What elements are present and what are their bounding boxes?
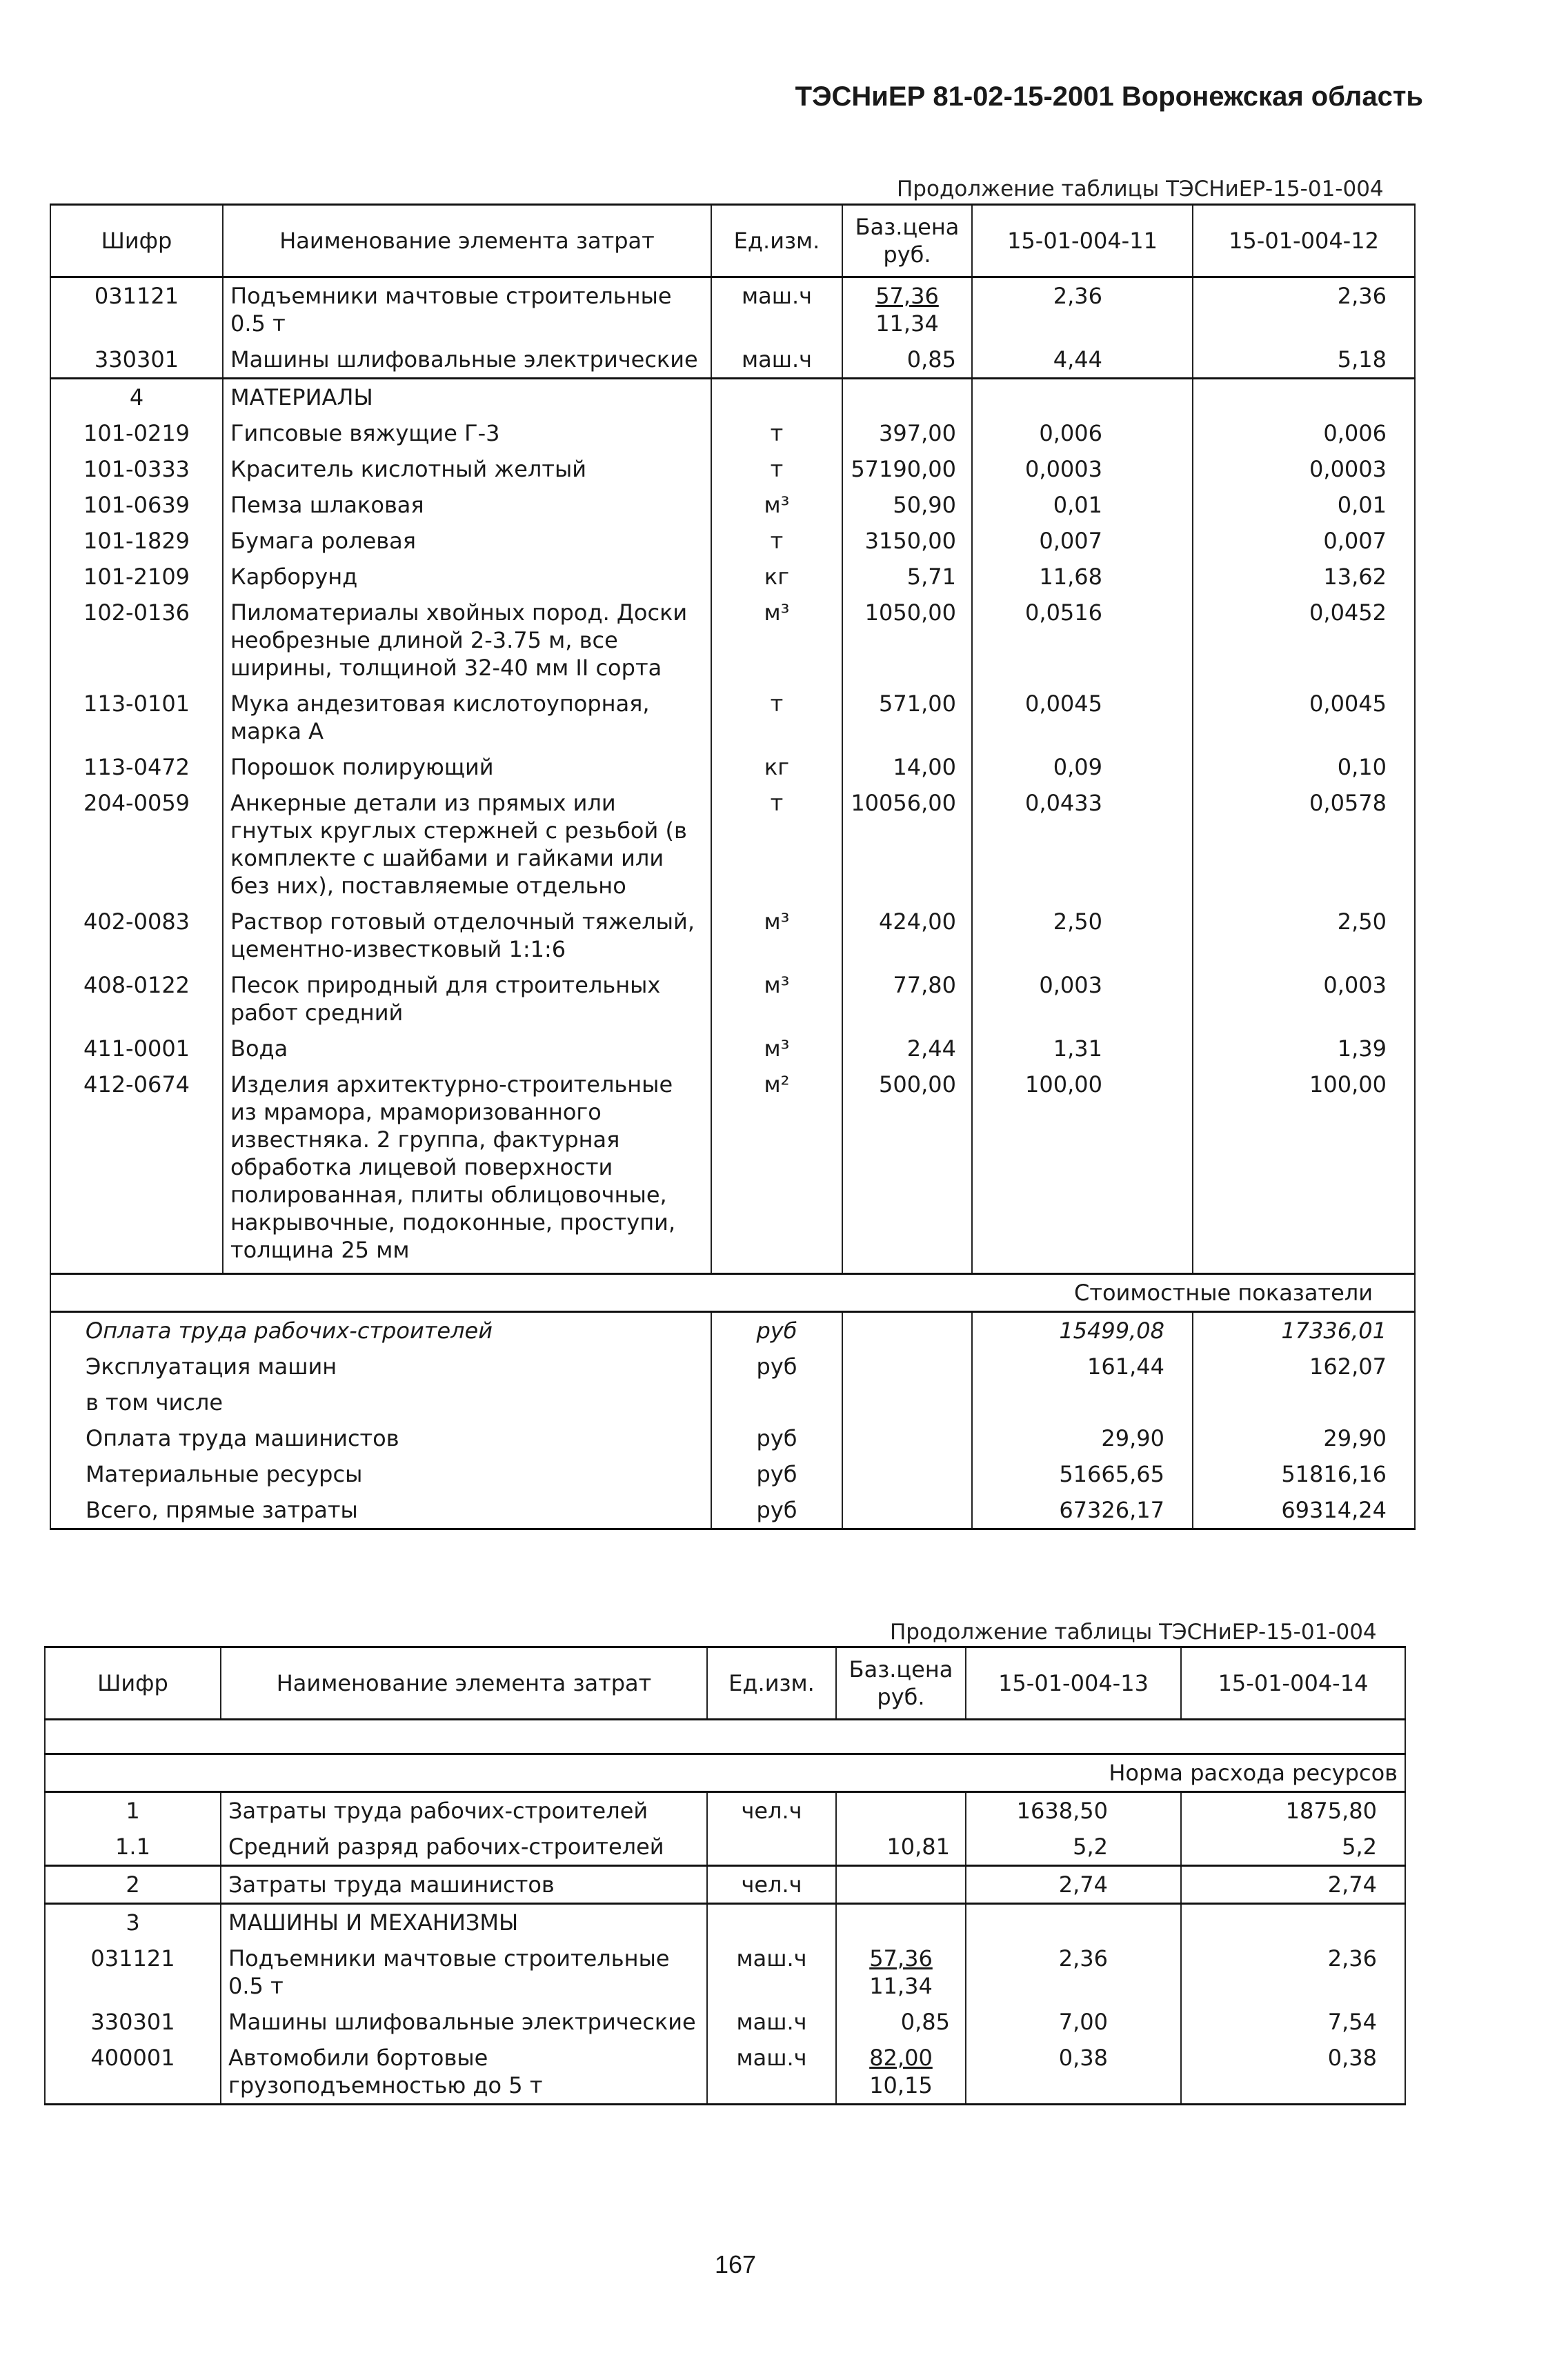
cell-code: 113-0101 xyxy=(50,686,223,749)
cell-name xyxy=(221,2004,707,2040)
cell-unit: м³ xyxy=(711,487,842,523)
cell-code: 101-0219 xyxy=(50,415,223,451)
table-row xyxy=(45,1792,1405,1829)
col-header-name: Наименование элемента затрат xyxy=(221,1647,707,1720)
section-number: 3 xyxy=(45,1904,221,1941)
cell-value-1: 2,50 xyxy=(972,904,1193,967)
table-row xyxy=(50,523,1415,559)
cost-value-1: 161,44 xyxy=(972,1349,1193,1384)
cell-name xyxy=(221,2040,707,2105)
cell-unit: т xyxy=(711,415,842,451)
cell-value-2: 1875,80 xyxy=(1181,1792,1405,1829)
cost-price-empty xyxy=(842,1384,972,1420)
cell-value-2: 0,007 xyxy=(1193,523,1415,559)
cell-code: 1 xyxy=(45,1792,221,1829)
cost-label: Материальные ресурсы xyxy=(50,1456,711,1492)
cell-unit: т xyxy=(711,785,842,904)
price-top: 82,00 xyxy=(869,2045,933,2071)
table-row xyxy=(50,451,1415,487)
table-row xyxy=(45,2004,1405,2040)
cost-label: Эксплуатация машин xyxy=(50,1349,711,1384)
cell-value-2: 100,00 xyxy=(1193,1066,1415,1273)
cell-name: Карборунд xyxy=(223,559,711,595)
cell-price: 57,36 11,34 xyxy=(842,277,972,342)
cell-value-1: 2,36 xyxy=(972,277,1193,342)
cost-unit: руб xyxy=(711,1492,842,1529)
cost-value-2: 162,07 xyxy=(1193,1349,1415,1384)
cost-row xyxy=(50,1420,1415,1456)
col-header-code: Шифр xyxy=(50,205,223,277)
col-header-price: Баз.цена руб. xyxy=(836,1647,966,1720)
cost-label: Оплата труда машинистов xyxy=(50,1420,711,1456)
cell-value-2: 0,003 xyxy=(1193,967,1415,1031)
cell-unit: маш.ч xyxy=(711,277,842,342)
cell-code: 408-0122 xyxy=(50,967,223,1031)
cell-name: Средний разряд рабочих-строителей xyxy=(221,1829,707,1866)
table-row xyxy=(45,1866,1405,1904)
cost-section-label: Стоимостные показатели xyxy=(50,1273,1415,1311)
table-row xyxy=(50,967,1415,1031)
cell-price: 1050,00 xyxy=(842,595,972,686)
cell-unit: т xyxy=(711,523,842,559)
cell-value-1: 0,0045 xyxy=(972,686,1193,749)
cell-price xyxy=(836,1866,966,1904)
cell-code: 1.1 xyxy=(45,1829,221,1866)
cell-value-2: 1,39 xyxy=(1193,1031,1415,1066)
cost-value-2: 51816,16 xyxy=(1193,1456,1415,1492)
cell-name-line: Автомобили бортовые грузоподъемностью до 5 т xyxy=(228,2045,543,2098)
cell-value-2: 0,01 xyxy=(1193,487,1415,523)
cost-label-row xyxy=(50,1273,1415,1311)
cell-value-1: 0,38 xyxy=(966,2040,1181,2105)
cell-unit: маш.ч xyxy=(711,341,842,379)
col-header-norm-2: 15-01-004-14 xyxy=(1181,1647,1405,1720)
cost-price-empty xyxy=(842,1456,972,1492)
cell-value-2: 2,74 xyxy=(1181,1866,1405,1904)
cell-unit: маш.ч xyxy=(707,2040,836,2105)
cell-value-1: 4,44 xyxy=(972,341,1193,379)
cell-value-1: 2,36 xyxy=(966,1940,1181,2004)
cost-price-empty xyxy=(842,1420,972,1456)
cell-price: 500,00 xyxy=(842,1066,972,1273)
cost-value-1: 15499,08 xyxy=(972,1311,1193,1349)
cell-value-1: 0,0516 xyxy=(972,595,1193,686)
cell-code: 412-0674 xyxy=(50,1066,223,1273)
table-row xyxy=(50,559,1415,595)
cell-name: Затраты труда машинистов xyxy=(221,1866,707,1904)
cost-unit: руб xyxy=(711,1349,842,1384)
cell-name-line: Подъемники мачтовые строительные xyxy=(228,1945,670,1972)
cell-price: 424,00 xyxy=(842,904,972,967)
cell-unit: чел.ч xyxy=(707,1866,836,1904)
cell-value-2: 0,006 xyxy=(1193,415,1415,451)
cell-name: Краситель кислотный желтый xyxy=(223,451,711,487)
cost-value-1: 67326,17 xyxy=(972,1492,1193,1529)
cell-code: 204-0059 xyxy=(50,785,223,904)
cell-price: 77,80 xyxy=(842,967,972,1031)
cell-price xyxy=(836,2004,966,2040)
table1-header-row xyxy=(50,205,1415,277)
cell-price: 0,85 xyxy=(842,341,972,379)
machines-body xyxy=(45,1940,1405,2105)
cell-name-line: 0.5 т xyxy=(228,1973,284,1999)
cell-value-2: 0,0578 xyxy=(1193,785,1415,904)
cost-price-empty xyxy=(842,1311,972,1349)
cell-code: 031121 xyxy=(50,277,223,342)
cell-name: Мука андезитовая кислотоупорная, марка А xyxy=(223,686,711,749)
cell-price: 50,90 xyxy=(842,487,972,523)
table-row xyxy=(50,487,1415,523)
cell-value-2: 13,62 xyxy=(1193,559,1415,595)
table2-header-row xyxy=(45,1647,1405,1720)
section-title: МАШИНЫ И МЕХАНИЗМЫ xyxy=(221,1904,707,1941)
costs-body xyxy=(50,1311,1415,1529)
cost-value-1: 51665,65 xyxy=(972,1456,1193,1492)
cell-price: 397,00 xyxy=(842,415,972,451)
table-row xyxy=(45,1829,1405,1866)
cell-code: 411-0001 xyxy=(50,1031,223,1066)
col-header-price: Баз.цена руб. xyxy=(842,205,972,277)
table-row xyxy=(50,785,1415,904)
cost-row xyxy=(50,1311,1415,1349)
price-bottom: 10,15 xyxy=(869,2072,933,2098)
page-number: 167 xyxy=(715,2250,757,2278)
cell-name: Гипсовые вяжущие Г-3 xyxy=(223,415,711,451)
cell-unit: м³ xyxy=(711,904,842,967)
cost-unit: руб xyxy=(711,1311,842,1349)
cell-code: 330301 xyxy=(50,341,223,379)
cell-price: 57190,00 xyxy=(842,451,972,487)
cell-code: 102-0136 xyxy=(50,595,223,686)
cost-row xyxy=(50,1349,1415,1384)
cell-price xyxy=(836,2040,966,2105)
price-bottom: 11,34 xyxy=(869,1973,933,1999)
table2-caption: Продолжение таблицы ТЭСНиЕР-15-01-004 xyxy=(890,1620,1377,1645)
col-header-name: Наименование элемента затрат xyxy=(223,205,711,277)
cost-row xyxy=(50,1492,1415,1529)
cell-price xyxy=(836,1940,966,2004)
cell-code: 101-0333 xyxy=(50,451,223,487)
cell-unit: маш.ч xyxy=(707,2004,836,2040)
table-row xyxy=(50,277,1415,342)
cell-name: Порошок полирующий xyxy=(223,749,711,785)
section-number: 4 xyxy=(50,379,223,416)
table-row xyxy=(50,686,1415,749)
col-header-norm-1: 15-01-004-13 xyxy=(966,1647,1181,1720)
cell-code: 2 xyxy=(45,1866,221,1904)
cost-row xyxy=(50,1456,1415,1492)
cell-value-1: 0,01 xyxy=(972,487,1193,523)
cell-unit: чел.ч xyxy=(707,1792,836,1829)
cell-code: 101-0639 xyxy=(50,487,223,523)
document-header-title: ТЭСНиЕР 81-02-15-2001 Воронежская область xyxy=(795,81,1423,112)
cell-unit: кг xyxy=(711,559,842,595)
col-header-unit: Ед.изм. xyxy=(707,1647,836,1720)
cost-unit xyxy=(711,1384,842,1420)
section-title: МАТЕРИАЛЫ xyxy=(223,379,711,416)
table-row xyxy=(50,904,1415,967)
cell-name: Подъемники мачтовые строительные 0.5 т xyxy=(223,277,711,342)
spacer-row xyxy=(45,1720,1405,1754)
cell-unit: кг xyxy=(711,749,842,785)
cell-value-1: 1638,50 xyxy=(966,1792,1181,1829)
cell-code: 330301 xyxy=(45,2004,221,2040)
cell-unit xyxy=(707,1829,836,1866)
cell-code: 031121 xyxy=(45,1940,221,2004)
cell-price: 10056,00 xyxy=(842,785,972,904)
cell-value-1: 11,68 xyxy=(972,559,1193,595)
section-row-machines xyxy=(45,1904,1405,1941)
cost-label: Всего, прямые затраты xyxy=(50,1492,711,1529)
cell-price: 5,71 xyxy=(842,559,972,595)
cell-value-2: 5,2 xyxy=(1181,1829,1405,1866)
cost-label: Оплата труда рабочих-строителей xyxy=(50,1311,711,1349)
cost-value-2: 17336,01 xyxy=(1193,1311,1415,1349)
table-row xyxy=(50,595,1415,686)
cost-value-1: 29,90 xyxy=(972,1420,1193,1456)
cell-code: 402-0083 xyxy=(50,904,223,967)
price-top: 57,36 xyxy=(869,1945,933,1972)
price-top: 0,85 xyxy=(900,2009,950,2035)
cell-value-1: 0,007 xyxy=(972,523,1193,559)
cost-unit: руб xyxy=(711,1456,842,1492)
cell-price xyxy=(836,1792,966,1829)
cell-value-2: 0,0452 xyxy=(1193,595,1415,686)
cell-unit: т xyxy=(711,451,842,487)
table-row xyxy=(50,1066,1415,1273)
cell-value-1: 100,00 xyxy=(972,1066,1193,1273)
cell-code: 101-1829 xyxy=(50,523,223,559)
cell-value-2: 0,0045 xyxy=(1193,686,1415,749)
cell-value-2: 0,10 xyxy=(1193,749,1415,785)
materials-body xyxy=(50,415,1415,1273)
cost-value-2: 69314,24 xyxy=(1193,1492,1415,1529)
cell-unit: м³ xyxy=(711,595,842,686)
cell-name xyxy=(221,1940,707,2004)
cell-value-1: 2,74 xyxy=(966,1866,1181,1904)
cost-label: в том числе xyxy=(50,1384,711,1420)
cost-value-2: 29,90 xyxy=(1193,1420,1415,1456)
cell-value-1: 5,2 xyxy=(966,1829,1181,1866)
table2 xyxy=(44,1646,1406,2105)
col-header-code: Шифр xyxy=(45,1647,221,1720)
cell-name: Раствор готовый отделочный тяжелый, цементно-известковый 1:1:6 xyxy=(223,904,711,967)
col-header-norm-1: 15-01-004-11 xyxy=(972,205,1193,277)
cell-value-2: 2,36 xyxy=(1181,1940,1405,2004)
cell-code: 101-2109 xyxy=(50,559,223,595)
cell-value-2: 5,18 xyxy=(1193,341,1415,379)
cost-price-empty xyxy=(842,1492,972,1529)
cell-price: 3150,00 xyxy=(842,523,972,559)
cell-unit: т xyxy=(711,686,842,749)
cell-name: Бумага ролевая xyxy=(223,523,711,559)
cell-code: 113-0472 xyxy=(50,749,223,785)
cost-row xyxy=(50,1384,1415,1420)
cell-name: Пемза шлаковая xyxy=(223,487,711,523)
cell-unit: маш.ч xyxy=(707,1940,836,2004)
cell-price: 2,44 xyxy=(842,1031,972,1066)
cell-unit: м³ xyxy=(711,967,842,1031)
col-header-unit: Ед.изм. xyxy=(711,205,842,277)
cell-unit: м² xyxy=(711,1066,842,1273)
table-row xyxy=(50,341,1415,379)
table-row xyxy=(45,2040,1405,2105)
table-row xyxy=(45,1940,1405,2004)
cell-name: Изделия архитектурно-строительные из мрамора, мраморизованного известняка. 2 группа, фактурная обработка лицевой поверхности полированная, плиты облицовочные, накрывочные, подоконные, проступи, толщина 25 мм xyxy=(223,1066,711,1273)
cell-price: 571,00 xyxy=(842,686,972,749)
cell-value-2: 7,54 xyxy=(1181,2004,1405,2040)
cell-unit: м³ xyxy=(711,1031,842,1066)
cost-unit: руб xyxy=(711,1420,842,1456)
cell-name: Анкерные детали из прямых или гнутых круглых стержней с резьбой (в комплекте с шайбами и гайками или без них), поставляемые отдельно xyxy=(223,785,711,904)
cell-code: 400001 xyxy=(45,2040,221,2105)
cell-value-2: 2,36 xyxy=(1193,277,1415,342)
cell-value-2: 0,0003 xyxy=(1193,451,1415,487)
cell-value-1: 0,0003 xyxy=(972,451,1193,487)
norm-label-row xyxy=(45,1754,1405,1792)
cost-price-empty xyxy=(842,1349,972,1384)
cell-name: Затраты труда рабочих-строителей xyxy=(221,1792,707,1829)
cell-name: Машины шлифовальные электрические xyxy=(223,341,711,379)
cell-price: 14,00 xyxy=(842,749,972,785)
table-row xyxy=(50,1031,1415,1066)
cell-value-1: 0,09 xyxy=(972,749,1193,785)
cell-value-1: 1,31 xyxy=(972,1031,1193,1066)
cell-value-2: 2,50 xyxy=(1193,904,1415,967)
table-row xyxy=(50,749,1415,785)
table1-caption: Продолжение таблицы ТЭСНиЕР-15-01-004 xyxy=(897,177,1384,201)
cell-name: Песок природный для строительных работ средний xyxy=(223,967,711,1031)
cell-name-line: Машины шлифовальные электрические xyxy=(228,2009,696,2035)
col-header-norm-2: 15-01-004-12 xyxy=(1193,205,1415,277)
cell-price: 10,81 xyxy=(836,1829,966,1866)
cell-value-1: 0,003 xyxy=(972,967,1193,1031)
cell-value-2: 0,38 xyxy=(1181,2040,1405,2105)
cell-value-1: 0,006 xyxy=(972,415,1193,451)
norm-section-label: Норма расхода ресурсов xyxy=(45,1754,1405,1792)
cost-value-1 xyxy=(972,1384,1193,1420)
cell-name: Вода xyxy=(223,1031,711,1066)
section-row-materials xyxy=(50,379,1415,416)
cost-value-2 xyxy=(1193,1384,1415,1420)
cell-name: Пиломатериалы хвойных пород. Доски необрезные длиной 2-3.75 м, все ширины, толщиной 32-40 мм II сорта xyxy=(223,595,711,686)
table1 xyxy=(50,203,1416,1530)
table-row xyxy=(50,415,1415,451)
cell-value-1: 0,0433 xyxy=(972,785,1193,904)
cell-value-1: 7,00 xyxy=(966,2004,1181,2040)
